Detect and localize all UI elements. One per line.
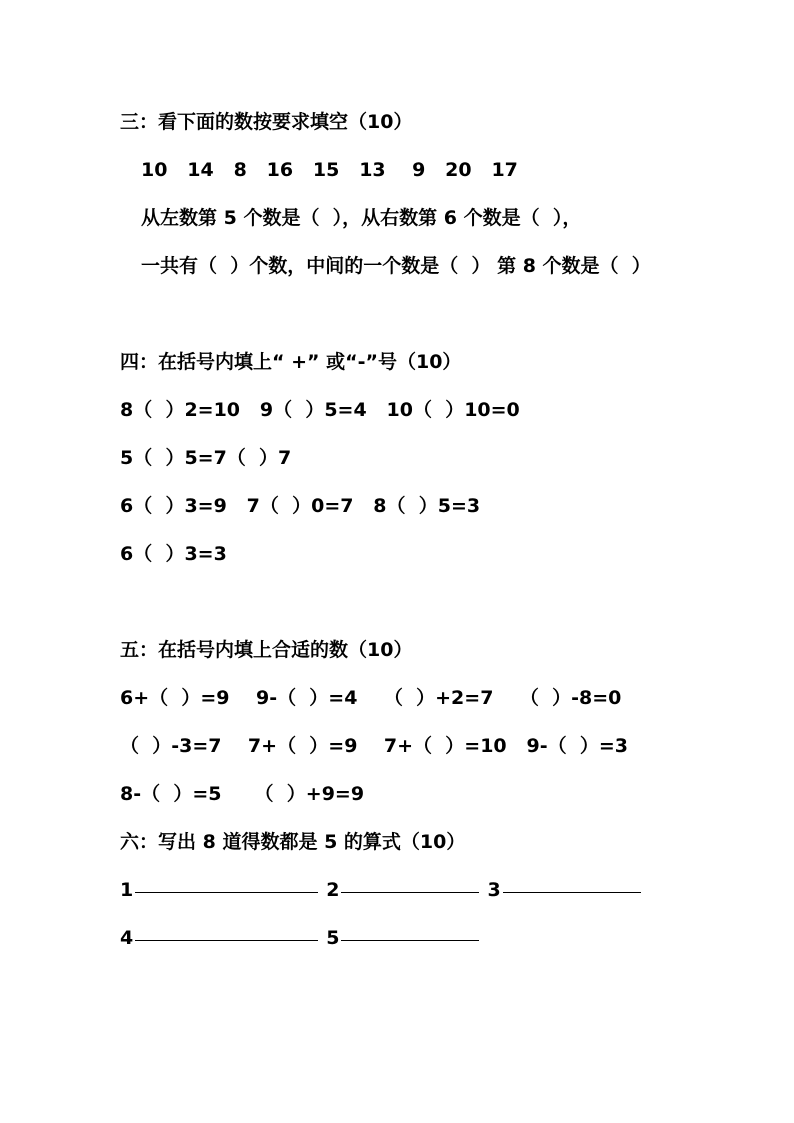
answer-blank[interactable] bbox=[341, 940, 479, 941]
blank-label: 3 bbox=[487, 879, 501, 901]
section-6-title: 六：写出 8 道得数都是 5 的算式（10） bbox=[120, 831, 466, 853]
section-3-question-2: 一共有（ ）个数，中间的一个数是（ ） 第 8 个数是（ ） bbox=[141, 255, 651, 277]
section-4-row-1: 8（ ）2=10 9（ ）5=4 10（ ）10=0 bbox=[120, 399, 520, 421]
number-sequence: 10 14 8 16 15 13 9 20 17 bbox=[141, 159, 518, 181]
blank-label: 2 bbox=[326, 879, 340, 901]
section-4-row-3: 6（ ）3=9 7（ ）0=7 8（ ）5=3 bbox=[120, 495, 481, 517]
section-3-title: 三：看下面的数按要求填空（10） bbox=[120, 111, 413, 133]
section-5-row-3: 8-（ ）=5 （ ）+9=9 bbox=[120, 783, 365, 805]
section-4-row-4: 6（ ）3=3 bbox=[120, 543, 227, 565]
section-3-question-1: 从左数第 5 个数是（ ），从右数第 6 个数是（ ）， bbox=[141, 207, 582, 229]
answer-blank[interactable] bbox=[503, 892, 641, 893]
section-5-row-2: （ ）-3=7 7+（ ）=9 7+（ ）=10 9-（ ）=3 bbox=[120, 735, 628, 757]
section-4-row-2: 5（ ）5=7（ ）7 bbox=[120, 447, 292, 469]
section-5-row-1: 6+（ ）=9 9-（ ）=4 （ ）+2=7 （ ）-8=0 bbox=[120, 687, 622, 709]
blank-label: 5 bbox=[326, 927, 340, 949]
answer-blank[interactable] bbox=[341, 892, 479, 893]
section-4-title: 四：在括号内填上“ +” 或“-”号（10） bbox=[120, 351, 462, 373]
answer-blank[interactable] bbox=[135, 892, 318, 893]
answer-blank[interactable] bbox=[135, 940, 318, 941]
answer-row-2 bbox=[120, 926, 487, 950]
blank-label: 4 bbox=[120, 927, 134, 949]
blank-label: 1 bbox=[120, 879, 134, 901]
answer-row-1 bbox=[120, 878, 649, 902]
section-5-title: 五：在括号内填上合适的数（10） bbox=[120, 639, 413, 661]
